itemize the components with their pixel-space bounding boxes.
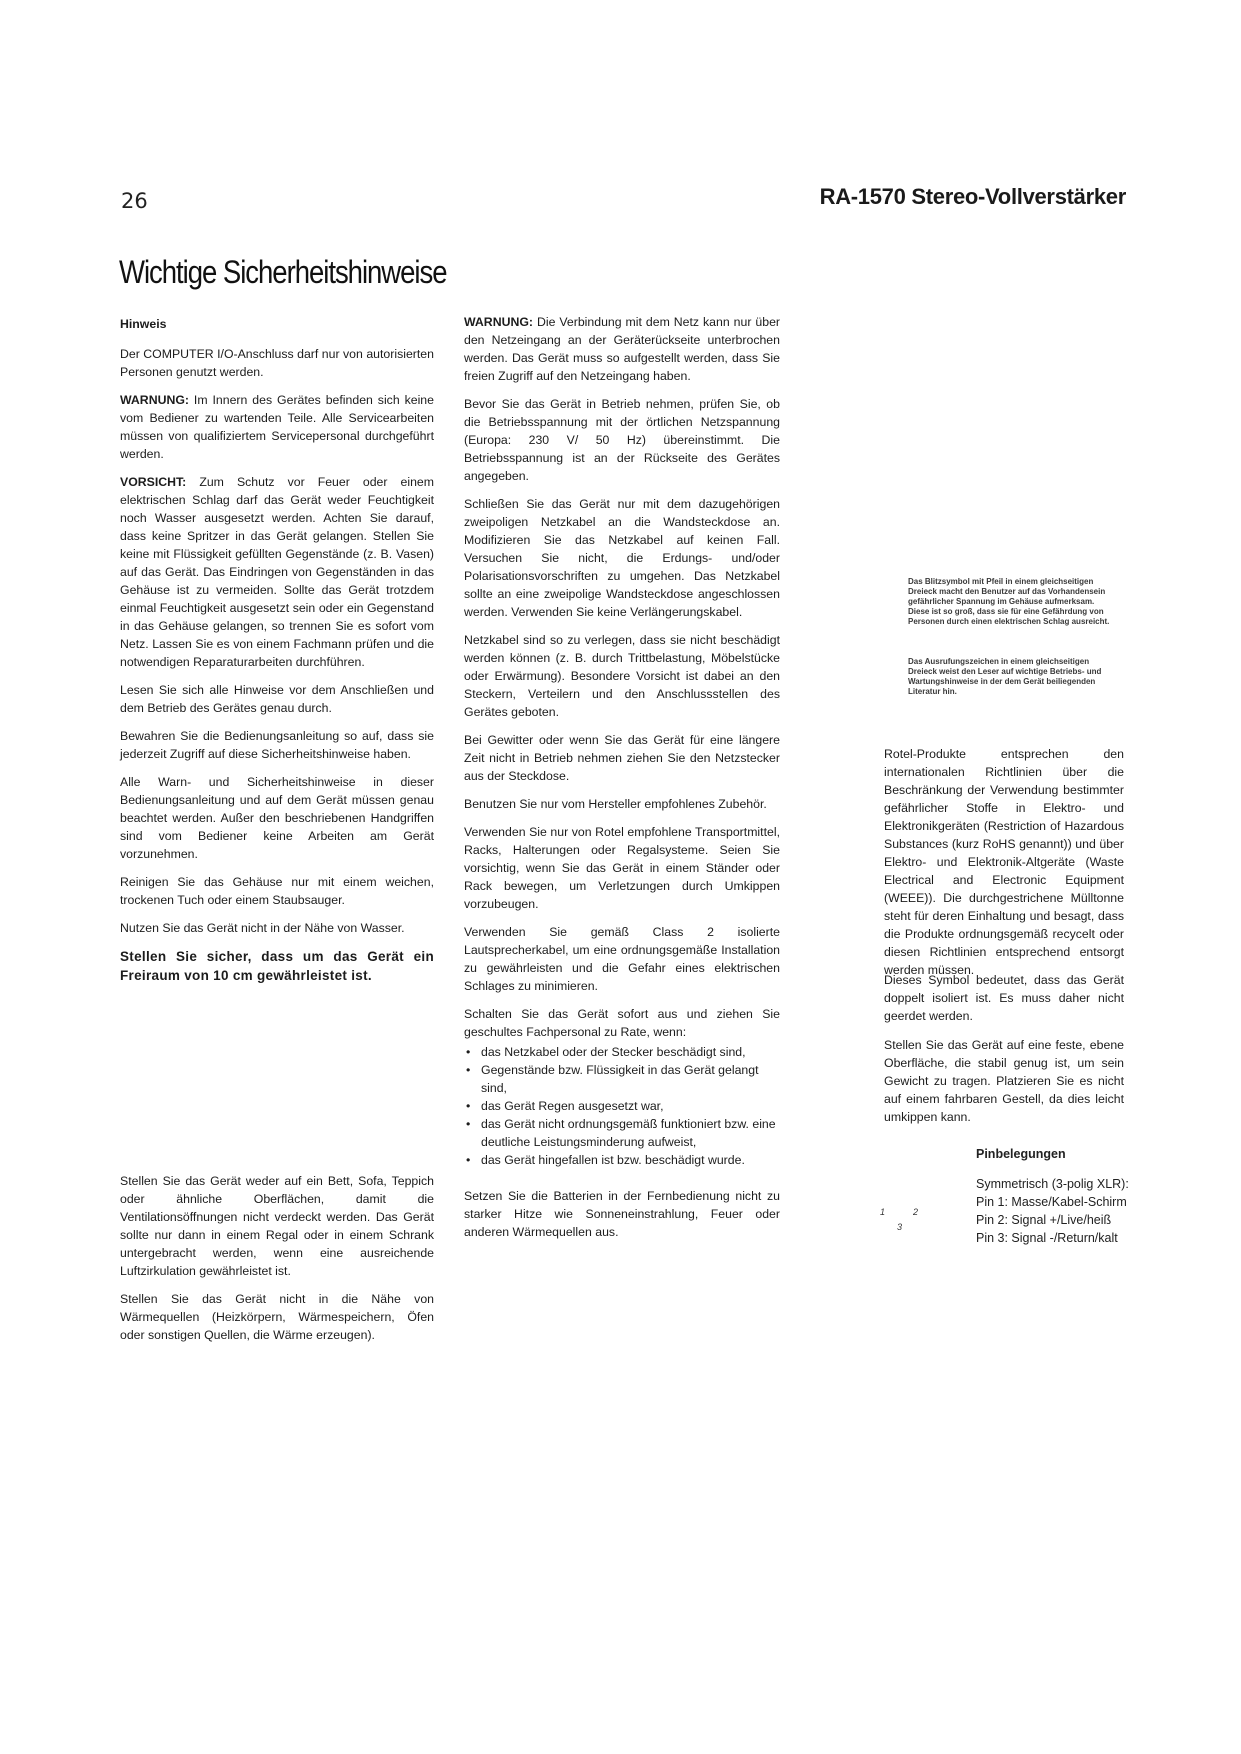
- pin-line: Symmetrisch (3-polig XLR):: [976, 1177, 1129, 1191]
- list-item: • das Gerät Regen ausgesetzt war,: [466, 1099, 664, 1113]
- mains-warning-text: Die Verbindung mit dem Netz kann nur über den Netzeingang an der Geräterückseite unterbrochen werden. Das Gerät muss so aufgestellt werden, dass Sie freien Zugriff auf den Netzeingang haben.: [464, 315, 780, 383]
- racks-note: Verwenden Sie nur von Rotel empfohlene Transportmittel, Racks, Halterungen oder Regalsysteme. Seien Sie vorsichtig, wenn Sie das Gerät in einem Ständer oder Rack bewegen, um Verletzungen durch Umkippen vorzubeugen.: [464, 825, 780, 911]
- warning-text: Im Innern des Gerätes befinden sich keine vom Bediener zu wartenden Teile. Alle Servicearbeiten müssen von qualifiziertem Servicepersonal durchgeführt werden.: [120, 393, 434, 461]
- voltage-check: Bevor Sie das Gerät in Betrieb nehmen, prüfen Sie, ob die Betriebsspannung mit der örtlichen Netzspannung (Europa: 230 V/ 50 Hz) übereinstimmt. Die Betriebsspannung ist an der Rückseite des Gerätes angegeben.: [464, 397, 780, 483]
- read-instructions: Lesen Sie sich alle Hinweise vor dem Anschließen und dem Betrieb des Gerätes genau durch.: [120, 683, 434, 715]
- clearance-note: Stellen Sie sicher, dass um das Gerät ein Freiraum von 10 cm gewährleistet ist.: [120, 949, 434, 983]
- cleaning-note: Reinigen Sie das Gehäuse nur mit einem weichen, trockenen Tuch oder einem Staubsauger.: [120, 875, 434, 907]
- service-conditions-intro: Schalten Sie das Gerät sofort aus und ziehen Sie geschultes Fachpersonal zu Rate, wenn:: [464, 1007, 780, 1039]
- pin-assignments-list: [976, 1175, 1129, 1247]
- heat-sources-note: Stellen Sie das Gerät nicht in die Nähe von Wärmequellen (Heizkörpern, Wärmespeichern, Öfen oder sonstigen Quellen, die Wärme erzeugen).: [120, 1292, 434, 1342]
- caution-text: Zum Schutz vor Feuer oder einem elektrischen Schlag darf das Gerät weder Feuchtigkeit noch Wasser ausgesetzt werden. Achten Sie darauf, dass keine Spritzer in das Gerät gelangen. Stellen Sie keine mit Flüssigkeit gefüllten Gegenstände (z. B. Vasen) auf das Gerät. Das Eindringen von Gegenständen in das Gehäuse ist zu vermeiden. Sollte das Gerät trotzdem einmal Feuchtigkeit ausgesetzt sein oder ein Gegenstand in das Gehäuse gelangen, so trennen Sie es sofort vom Netz. Lassen Sie es von einem Fachmann prüfen und die notwendigen Reparaturarbeiten durchführen.: [120, 475, 434, 669]
- exclamation-symbol-caption: Das Ausrufungszeichen in einem gleichseitigen Dreieck weist den Leser auf wichtige Betriebs- und Wartungshinweise in der dem Gerät beiliegenden Literatur hin.: [908, 657, 1102, 696]
- xlr-pin-3-label: 3: [897, 1222, 903, 1232]
- product-title: RA-1570 Stereo-Vollverstärker: [819, 184, 1126, 209]
- page-number: 26: [121, 189, 148, 213]
- battery-note: Setzen Sie die Batterien in der Fernbedienung nicht zu starker Hitze wie Sonneneinstrahlung, Feuer oder anderen Wärmequellen aus.: [464, 1189, 780, 1239]
- warning-service: [120, 391, 434, 463]
- list-item: • Gegenstände bzw. Flüssigkeit in das Gerät gelangt sind,: [466, 1063, 759, 1095]
- service-conditions-list: [464, 1043, 780, 1169]
- page-title: Wichtige Sicherheitshinweise: [119, 254, 447, 290]
- ventilation-note: Stellen Sie das Gerät weder auf ein Bett, Sofa, Teppich oder ähnliche Oberflächen, damit die Ventilationsöffnungen nicht verdeckt werden. Das Gerät sollte nur dann in einem Regal oder in einem Schrank untergebracht werden, wenn eine ausreichende Luftzirkulation gewährleistet ist.: [120, 1174, 434, 1278]
- pin-line: Pin 1: Masse/Kabel-Schirm: [976, 1195, 1127, 1209]
- cable-routing-note: Netzkabel sind so zu verlegen, dass sie nicht beschädigt werden können (z. B. durch Trittbelastung, Möbelstücke oder Erwärmung). Besondere Vorsicht ist dabei an den Steckern, Verteilern und den Anschlussstellen des Gerätes geboten.: [464, 633, 780, 719]
- bullet-icon: •: [466, 1045, 471, 1059]
- bullet-icon: •: [466, 1153, 471, 1167]
- bullet-icon: •: [466, 1063, 471, 1077]
- hinweis-heading: Hinweis: [120, 317, 167, 331]
- accessories-note: Benutzen Sie nur vom Hersteller empfohlenes Zubehör.: [464, 797, 767, 811]
- caution-moisture: [120, 473, 434, 671]
- rohs-weee-note: Rotel-Produkte entsprechen den internationalen Richtlinien über die Beschränkung der Verwendung bestimmter gefährlicher Stoffe in Elektro- und Elektronikgeräten (Restriction of Hazardous Substances (kurz RoHS genannt)) und über Elektro- und Elektronik-Altgeräte (Waste Electrical and Electronic Equipment (WEEE)). Die durchgestrichene Mülltonne steht für deren Einhaltung und besagt, dass die Produkte ordnungsgemäß recycelt oder diesen Richtlinien entsprechend entsorgt werden müssen.: [884, 747, 1124, 977]
- bullet-icon: •: [466, 1099, 471, 1113]
- xlr-pin-1-label: 1: [880, 1207, 886, 1217]
- warning-label: WARNUNG:: [120, 393, 189, 407]
- pin-line: Pin 3: Signal -/Return/kalt: [976, 1231, 1118, 1245]
- power-cable-note: Schließen Sie das Gerät nur mit dem dazugehörigen zweipoligen Netzkabel an die Wandsteckdose an. Modifizieren Sie das Netzkabel auf keinen Fall. Versuchen Sie nicht, die Erdungs- und/oder Polarisationsvorschriften zu umgehen. Das Netzkabel sollte an eine zweipolige Wandsteckdose angeschlossen werden. Verwenden Sie keine Verlängerungskabel.: [464, 497, 780, 619]
- mains-warning: [464, 313, 780, 385]
- pin-assignments-title: Pinbelegungen: [976, 1147, 1066, 1161]
- computer-io-note: Der COMPUTER I/O-Anschluss darf nur von autorisierten Personen genutzt werden.: [120, 347, 434, 379]
- pin-line: Pin 2: Signal +/Live/heiß: [976, 1213, 1112, 1227]
- keep-manual: Bewahren Sie die Bedienungsanleitung so auf, dass sie jederzeit Zugriff auf diese Sicherheitshinweise haben.: [120, 729, 434, 761]
- list-item: • das Gerät nicht ordnungsgemäß funktioniert bzw. eine deutliche Leistungsminderung aufweist,: [466, 1117, 776, 1149]
- bullet-icon: •: [466, 1117, 471, 1131]
- caution-label: VORSICHT:: [120, 475, 187, 489]
- water-note: Nutzen Sie das Gerät nicht in der Nähe von Wasser.: [120, 921, 405, 935]
- list-item: • das Netzkabel oder der Stecker beschädigt sind,: [466, 1045, 746, 1059]
- lightning-symbol-caption: Das Blitzsymbol mit Pfeil in einem gleichseitigen Dreieck macht den Benutzer auf das Vorhandensein gefährlicher Spannung im Gehäuse aufmerksam. Diese ist so groß, dass sie für eine Gefährdung von Personen durch einen elektrischen Schlag ausreicht.: [908, 577, 1110, 626]
- thunderstorm-note: Bei Gewitter oder wenn Sie das Gerät für eine längere Zeit nicht in Betrieb nehmen ziehen Sie den Netzstecker aus der Steckdose.: [464, 733, 780, 783]
- speaker-cable-note: Verwenden Sie gemäß Class 2 isolierte Lautsprecherkabel, um eine ordnungsgemäße Installation zu gewährleisten und die Gefahr eines elektrischen Schlages zu minimieren.: [464, 925, 780, 993]
- left-column: [120, 315, 434, 995]
- mains-warning-label: WARNUNG:: [464, 315, 533, 329]
- double-insulation-note: Dieses Symbol bedeutet, dass das Gerät doppelt isoliert ist. Es muss daher nicht geerdet werden.: [884, 973, 1124, 1023]
- list-item: • das Gerät hingefallen ist bzw. beschädigt wurde.: [466, 1153, 745, 1167]
- xlr-pin-2-label: 2: [913, 1207, 919, 1217]
- observe-warnings: Alle Warn- und Sicherheitshinweise in dieser Bedienungsanleitung und auf dem Gerät müssen genau beachtet werden. Außer den beschriebenen Handgriffen sind vom Bediener keine Arbeiten am Gerät vorzunehmen.: [120, 775, 434, 861]
- left-column-lower: [120, 1172, 434, 1354]
- middle-column: [464, 313, 780, 1251]
- placement-note: Stellen Sie das Gerät auf eine feste, ebene Oberfläche, die stabil genug ist, um sein Gewicht zu tragen. Platzieren Sie es nicht auf einem fahrbaren Gestell, da dies leicht umkippen kann.: [884, 1038, 1124, 1124]
